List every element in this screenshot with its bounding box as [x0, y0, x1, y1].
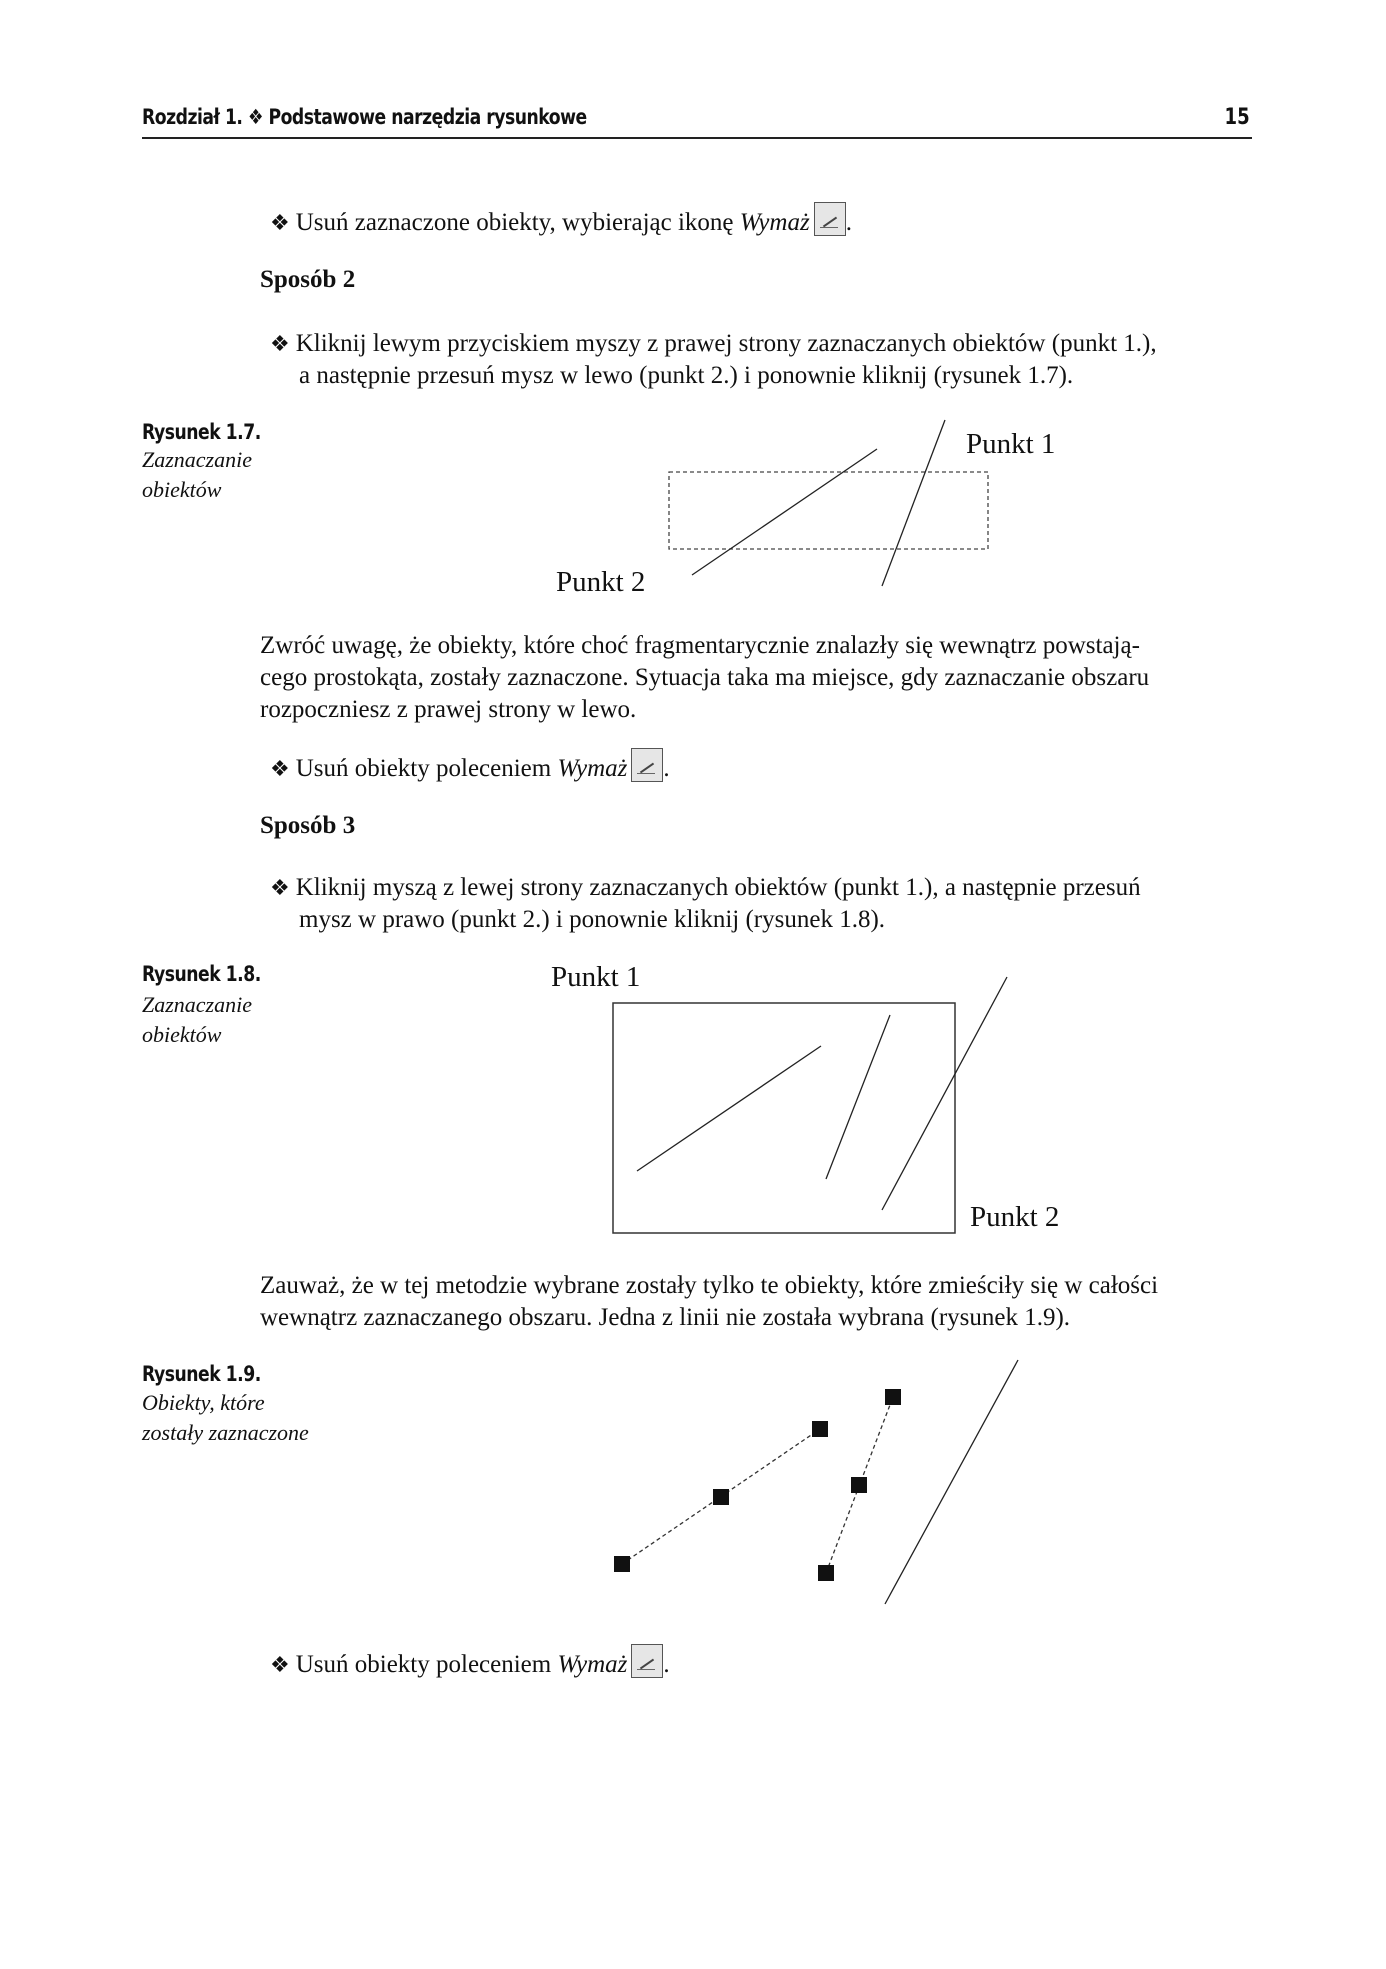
bullet-erase-3: ❖ Usuń obiekty poleceniem Wymaż . — [270, 1644, 670, 1682]
bullet-line-2: a następnie przesuń mysz w lewo (punkt 2.) i ponownie kliknij (rysunek 1.7). — [299, 362, 1074, 389]
paragraph-2-line-1: Zauważ, że w tej metodzie wybrane zostały tylko te obiekty, które zmieściły się w całości — [260, 1272, 1159, 1299]
figure-1-9-caption-2: zostały zaznaczone — [142, 1420, 309, 1445]
bullet-erase-2: ❖ Usuń obiekty poleceniem Wymaż . — [270, 748, 670, 786]
bullet-erase-1: ❖ Usuń zaznaczone obiekty, wybierając ikonę Wymaż . — [270, 202, 852, 240]
handle-3 — [812, 1421, 828, 1437]
handle-4 — [885, 1389, 901, 1405]
handle-1 — [614, 1556, 630, 1572]
bullet-line-2: mysz w prawo (punkt 2.) i ponownie kliknij (rysunek 1.8). — [299, 906, 886, 933]
bullet-icon: ❖ — [270, 211, 290, 236]
bullet-text: Usuń obiekty poleceniem — [295, 755, 552, 782]
command-name: Wymaż — [557, 1651, 628, 1678]
figure-1-7-title: Rysunek 1.7. — [142, 420, 261, 444]
unselected-line — [885, 1360, 1018, 1604]
figure-1-8-caption-2: obiektów — [142, 1022, 222, 1047]
figure-1-8-point-2: Punkt 2 — [970, 1201, 1060, 1233]
bullet-icon: ❖ — [270, 876, 290, 901]
separator-icon: ❖ — [247, 105, 263, 129]
handle-6 — [818, 1565, 834, 1581]
bullet-line-1: Kliknij lewym przyciskiem myszy z prawej strony zaznaczanych obiektów (punkt 1.), — [295, 330, 1157, 357]
paragraph-1-line-1: Zwróć uwagę, że obiekty, które choć fragmentarycznie znalazły się wewnątrz powstają- — [260, 632, 1140, 659]
paragraph-1-line-3: rozpoczniesz z prawej strony w lewo. — [260, 696, 637, 723]
bullet-text: Usuń zaznaczone obiekty, wybierając ikonę — [295, 209, 734, 236]
eraser-icon — [631, 1644, 663, 1678]
handle-2 — [713, 1489, 729, 1505]
heading-sposob-2: Sposób 2 — [260, 266, 356, 293]
figure-1-9-title: Rysunek 1.9. — [142, 1362, 261, 1386]
bullet-text: Usuń obiekty poleceniem — [295, 1651, 552, 1678]
figure-1-7-caption-1: Zaznaczanie — [142, 447, 252, 472]
figure-1-7-caption-2: obiektów — [142, 477, 222, 502]
chapter-label: Rozdział 1. — [142, 105, 243, 129]
page-number: 15 — [1224, 105, 1250, 130]
heading-sposob-3: Sposób 3 — [260, 812, 356, 839]
figure-1-8-title: Rysunek 1.8. — [142, 962, 261, 986]
bullet-icon: ❖ — [270, 757, 290, 782]
chapter-title: Podstawowe narzędzia rysunkowe — [268, 105, 587, 129]
figure-1-7-point-2: Punkt 2 — [556, 566, 646, 598]
bullet-line-1: Kliknij myszą z lewej strony zaznaczanych obiektów (punkt 1.), a następnie przesuń — [295, 874, 1141, 901]
figure-1-8-caption-1: Zaznaczanie — [142, 992, 252, 1017]
command-name: Wymaż — [557, 755, 628, 782]
handle-5 — [851, 1477, 867, 1493]
command-name: Wymaż — [739, 209, 810, 236]
paragraph-1-line-2: cego prostokąta, zostały zaznaczone. Sytuacja taka ma miejsce, gdy zaznaczanie obszaru — [260, 664, 1150, 691]
figure-1-8-point-1: Punkt 1 — [551, 961, 641, 993]
figure-1-7-point-1: Punkt 1 — [966, 428, 1056, 460]
paragraph-2-line-2: wewnątrz zaznaczanego obszaru. Jedna z linii nie została wybrana (rysunek 1.9). — [260, 1304, 1071, 1331]
figure-1-9-caption-1: Obiekty, które — [142, 1390, 265, 1415]
bullet-icon: ❖ — [270, 1653, 290, 1678]
bullet-icon: ❖ — [270, 332, 290, 357]
